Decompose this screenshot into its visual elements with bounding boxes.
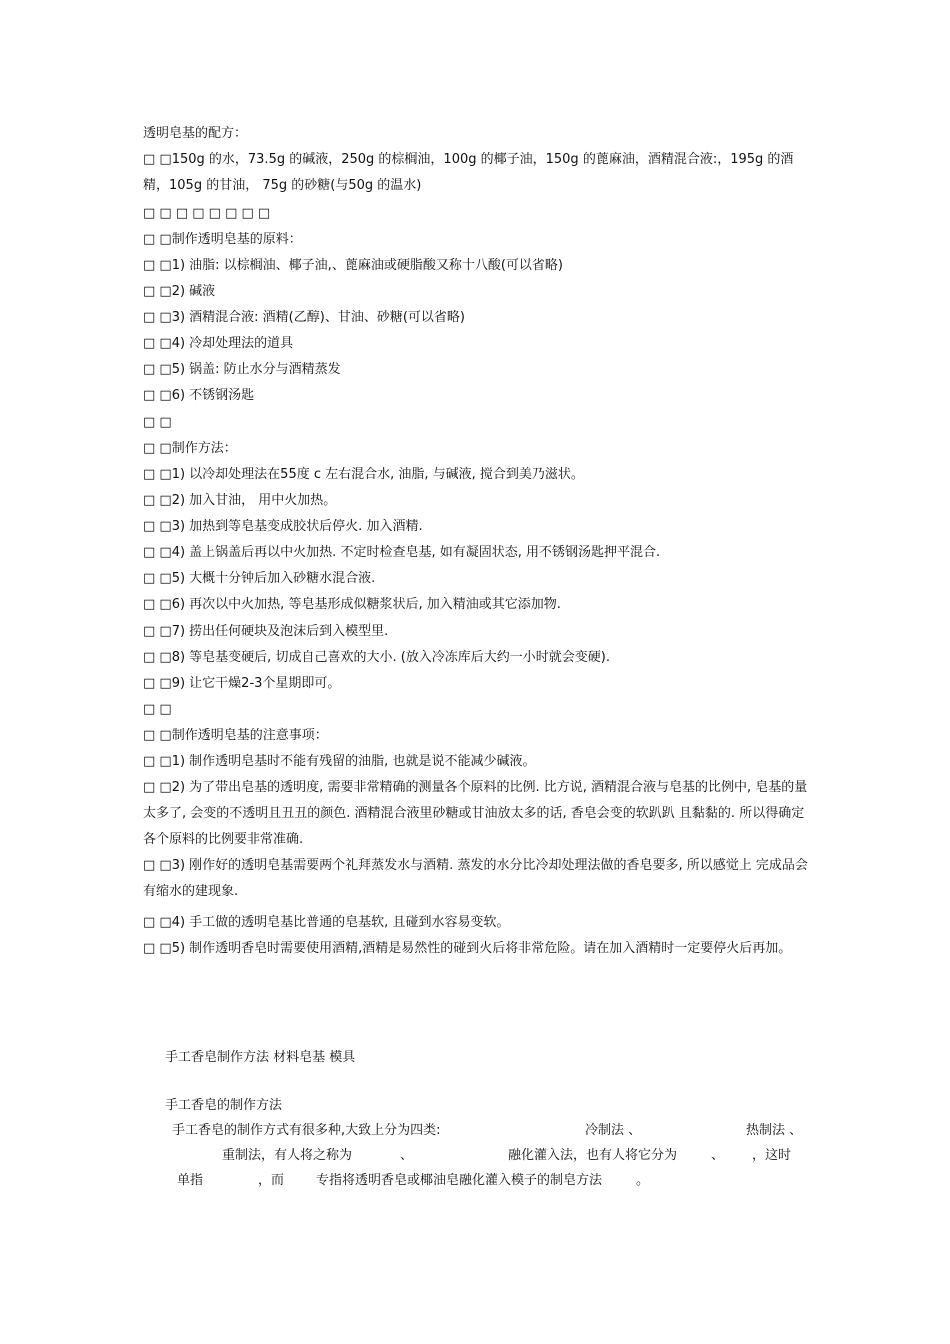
list-item: □ □2) 加入甘油， 用中火加热。 [143, 493, 337, 508]
list-item: □ □5) 大概十分钟后加入砂糖水混合液. [143, 571, 376, 586]
paragraph-fragment: 单指 [177, 1173, 204, 1188]
list-item: □ □3) 加热到等皂基变成胶状后停火. 加入酒精. [143, 519, 423, 534]
paragraph-fragment: ，这时 [752, 1148, 792, 1163]
paragraph-fragment: 融化灌入法，也有人将它分为 [508, 1148, 678, 1163]
list-item: □ □9) 让它干燥2-3个星期即可。 [143, 676, 341, 691]
paragraph-fragment: 。 [636, 1173, 650, 1188]
list-item: □ □1) 油脂: 以棕榈油、椰子油,、蓖麻油或硬脂酸又称十八酸(可以省略) [143, 258, 563, 273]
paragraph-fragment: 专指将透明香皂或椰油皂融化灌入模子的制皂方法 [316, 1173, 603, 1188]
list-item: □ □3) 刚作好的透明皂基需要两个礼拜蒸发水与酒精. 蒸发的水分比冷却处理法做的香皂要多, 所以感觉上 完成品会有缩水的建现象. [143, 858, 808, 899]
materials-heading: □ □制作透明皂基的原料： [143, 232, 302, 247]
list-item: □ □7) 捞出任何硬块及泡沫后到入模型里. [143, 624, 389, 639]
list-item: □ □1) 以冷却处理法在55度 c 左右混合水, 油脂, 与碱液, 搅合到美乃滋状。 [143, 467, 584, 482]
list-item: □ □4) 盖上锅盖后再以中火加热. 不定时检查皂基, 如有凝固状态, 用不锈钢汤匙押平混合. [143, 545, 661, 560]
paragraph-fragment: 手工香皂的制作方式有很多种,大致上分为四类: [172, 1123, 441, 1138]
list-item: □ □4) 手工做的透明皂基比普通的皂基软, 且碰到水容易变软。 [143, 915, 510, 930]
placeholder-line: □ □ □ □ □ □ □ □ [143, 206, 271, 221]
paragraph-fragment: 热制法 、 [746, 1123, 803, 1138]
section-subheading: 手工香皂的制作方法 [165, 1098, 283, 1113]
list-item: □ □8) 等皂基变硬后, 切成自己喜欢的大小. (放入冷冻库后大约一小时就会变硬). [143, 650, 610, 665]
method-heading: □ □制作方法： [143, 441, 237, 456]
list-item: □ □2) 碱液 [143, 284, 216, 299]
list-item: □ □1) 制作透明皂基时不能有残留的油脂, 也就是说不能减少碱液。 [143, 754, 536, 769]
placeholder-line: □ □ [143, 702, 172, 717]
list-item: □ □5) 制作透明香皂时需要使用酒精,酒精是易然性的碰到火后将非常危险。请在加入酒精时一定要停火后再加。 [143, 941, 792, 956]
list-item: □ □5) 锅盖: 防止水分与酒精蒸发 [143, 362, 341, 377]
section-heading: 手工香皂制作方法 材料皂基 模具 [165, 1050, 356, 1065]
placeholder-line: □ □ [143, 415, 172, 430]
notes-heading: □ □制作透明皂基的注意事项： [143, 728, 328, 743]
paragraph-fragment: 、 [711, 1148, 725, 1163]
formula-paragraph: □ □150g 的水，73.5g 的碱液，250g 的棕榈油，100g 的椰子油，150g 的蓖麻油，酒精混合液:，195g 的酒精，105g 的甘油， 75g 的砂糖(与50g 的温水) [143, 152, 794, 193]
paragraph-fragment: 冷制法 、 [585, 1123, 642, 1138]
paragraph-fragment: 重制法，有人将之称为 [222, 1148, 353, 1163]
paragraph-fragment: ，而 [258, 1173, 285, 1188]
list-item: □ □6) 再次以中火加热, 等皂基形成似糖浆状后, 加入精油或其它添加物. [143, 597, 561, 612]
list-item: □ □6) 不锈钢汤匙 [143, 388, 255, 403]
paragraph-fragment: 、 [400, 1148, 414, 1163]
list-item: □ □4) 冷却处理法的道具 [143, 336, 294, 351]
list-item: □ □2) 为了带出皂基的透明度, 需要非常精确的测量各个原料的比例. 比方说, 酒精混合液与皂基的比例中, 皂基的量太多了, 会变的不透明且丑丑的颜色. 酒精混合液里砂糖或甘油放太多的话, 香皂会变的软趴趴 且黏黏的. 所以得确定各个原料的比例要非常准确. [143, 780, 808, 847]
list-item: □ □3) 酒精混合液: 酒精(乙醇)、甘油、砂糖(可以省略) [143, 310, 465, 325]
title-line: 透明皂基的配方： [143, 126, 248, 141]
